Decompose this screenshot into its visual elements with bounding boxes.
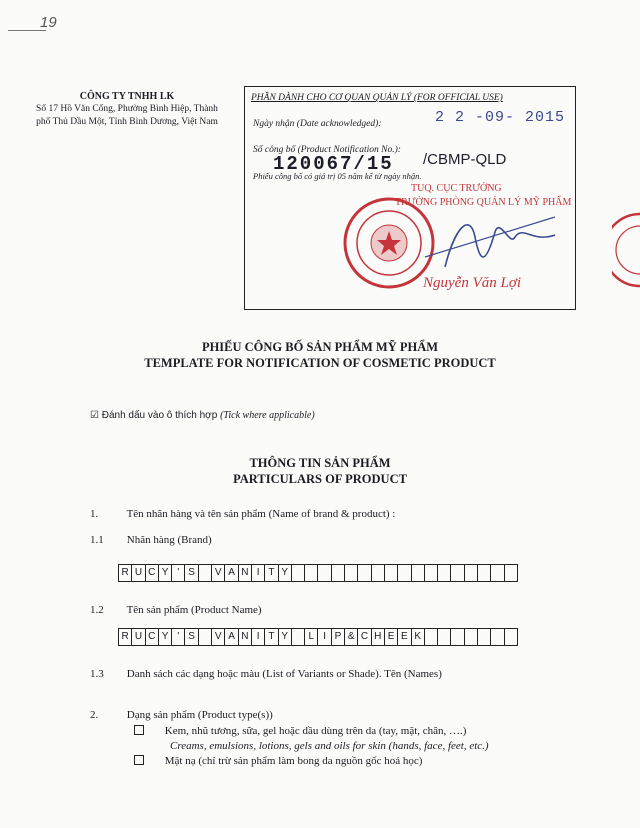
product-type-option-2[interactable] (134, 755, 422, 767)
notification-number: 120067/15 (273, 153, 394, 175)
product-letter-cell[interactable]: & (345, 628, 358, 646)
product-letter-cell[interactable]: A (225, 628, 238, 646)
brand-letter-cell[interactable] (478, 564, 491, 582)
product-letter-cell[interactable]: Y (159, 628, 172, 646)
item-1-label: Tên nhãn hàng và tên sản phẩm (Name of brand & product) : (126, 508, 396, 520)
product-letter-cell[interactable]: S (185, 628, 198, 646)
brand-letter-cell[interactable]: V (212, 564, 225, 582)
stamp-head-title: TRƯỞNG PHÒNG QUẢN LÝ MỸ PHẨM (395, 197, 572, 208)
brand-letter-cell[interactable]: Y (279, 564, 292, 582)
brand-letter-cell[interactable]: U (132, 564, 145, 582)
brand-letter-cell[interactable] (398, 564, 411, 582)
brand-letter-cell[interactable]: T (265, 564, 278, 582)
brand-letter-cell[interactable] (385, 564, 398, 582)
product-letter-cell[interactable] (438, 628, 451, 646)
page-marker: 19 (40, 14, 57, 31)
item-1-2-number: 1.2 (90, 604, 104, 616)
product-letter-cell[interactable]: T (265, 628, 278, 646)
item-1-3-label: Danh sách các dạng hoặc màu (List of Variants or Shade). Tên (Names) (126, 668, 442, 680)
product-letter-cell[interactable] (465, 628, 478, 646)
brand-letter-cell[interactable]: Y (159, 564, 172, 582)
brand-letter-cell[interactable]: I (252, 564, 265, 582)
brand-letter-cell[interactable]: R (119, 564, 132, 582)
brand-letter-grid[interactable] (118, 564, 518, 582)
brand-letter-cell[interactable]: N (239, 564, 252, 582)
product-letter-cell[interactable] (451, 628, 464, 646)
brand-letter-cell[interactable] (292, 564, 305, 582)
brand-letter-cell[interactable] (451, 564, 464, 582)
company-address-line2: phố Thủ Dầu Một, Tỉnh Bình Dương, Việt Nam (36, 117, 218, 127)
date-acknowledged-stamp: 2 2 -09- 2015 (435, 109, 566, 126)
company-name: CÔNG TY TNHH LK (79, 91, 175, 102)
official-use-header: PHẦN DÀNH CHO CƠ QUAN QUẢN LÝ (FOR OFFICIAL USE) (251, 93, 503, 103)
brand-letter-cell[interactable] (345, 564, 358, 582)
section-title-en: PARTICULARS OF PRODUCT (233, 472, 407, 486)
tick-instruction-vn: Đánh dấu vào ô thích hợp (101, 410, 218, 421)
product-letter-cell[interactable] (292, 628, 305, 646)
product-letter-cell[interactable] (491, 628, 504, 646)
checked-box-icon: ☑ (90, 410, 99, 421)
brand-letter-cell[interactable] (305, 564, 318, 582)
product-letter-cell[interactable]: P (332, 628, 345, 646)
product-letter-cell[interactable] (505, 628, 518, 646)
item-2 (90, 709, 273, 721)
item-1-1 (90, 534, 212, 546)
form-title-en: TEMPLATE FOR NOTIFICATION OF COSMETIC PRODUCT (144, 356, 496, 370)
product-letter-cell[interactable]: I (252, 628, 265, 646)
brand-letter-cell[interactable]: S (185, 564, 198, 582)
item-1-1-label: Nhãn hàng (Brand) (126, 534, 212, 546)
section-title-vn: THÔNG TIN SẢN PHẨM (249, 456, 391, 470)
brand-letter-cell[interactable]: C (146, 564, 159, 582)
company-address-line1: Số 17 Hồ Văn Cống, Phường Bình Hiệp, Thành (36, 104, 218, 114)
form-title-vn: PHIẾU CÔNG BỐ SẢN PHẨM MỸ PHẨM (201, 340, 439, 354)
page-marker-dash (8, 30, 46, 31)
brand-letter-cell[interactable] (425, 564, 438, 582)
brand-letter-cell[interactable] (412, 564, 425, 582)
brand-letter-cell[interactable] (372, 564, 385, 582)
product-letter-cell[interactable]: L (305, 628, 318, 646)
product-letter-cell[interactable]: I (318, 628, 331, 646)
item-1-1-number: 1.1 (90, 534, 104, 546)
product-letter-cell[interactable]: K (412, 628, 425, 646)
brand-letter-cell[interactable] (318, 564, 331, 582)
brand-letter-cell[interactable] (465, 564, 478, 582)
validity-note: Phiếu công bố có giá trị 05 năm kể từ ngày nhận. (253, 171, 422, 181)
brand-letter-cell[interactable] (438, 564, 451, 582)
brand-letter-cell[interactable]: ' (172, 564, 185, 582)
signature-icon (415, 207, 565, 277)
brand-letter-cell[interactable] (358, 564, 371, 582)
option-1-vn: Kem, nhũ tương, sữa, gel hoặc dầu dùng trên da (tay, mặt, chân, ….) (164, 725, 467, 737)
item-1-3 (90, 668, 442, 680)
item-1-2-label: Tên sản phẩm (Product Name) (126, 604, 262, 616)
product-letter-cell[interactable] (199, 628, 212, 646)
brand-letter-cell[interactable] (505, 564, 518, 582)
product-type-option-1[interactable] (134, 725, 466, 737)
notification-number-label: Số công bố (Product Notification No.): (253, 145, 401, 155)
tick-instruction-en: (Tick where applicable) (220, 410, 315, 421)
product-letter-cell[interactable]: ' (172, 628, 185, 646)
product-letter-cell[interactable]: U (132, 628, 145, 646)
product-letter-cell[interactable]: C (358, 628, 371, 646)
option-2-checkbox[interactable] (134, 755, 144, 765)
tick-instruction (90, 410, 315, 421)
brand-letter-cell[interactable]: A (225, 564, 238, 582)
product-letter-cell[interactable]: C (146, 628, 159, 646)
product-name-letter-grid[interactable] (118, 628, 518, 646)
product-letter-cell[interactable]: E (385, 628, 398, 646)
brand-letter-cell[interactable] (332, 564, 345, 582)
item-2-number: 2. (90, 709, 99, 721)
company-block (22, 90, 232, 129)
product-letter-cell[interactable] (478, 628, 491, 646)
product-letter-cell[interactable]: H (372, 628, 385, 646)
item-1-2 (90, 604, 262, 616)
item-1 (90, 508, 395, 520)
product-letter-cell[interactable]: Y (279, 628, 292, 646)
product-letter-cell[interactable]: N (239, 628, 252, 646)
signer-name: Nguyễn Văn Lợi (423, 275, 521, 291)
stamp-deputy-title: TUQ. CỤC TRƯỞNG (411, 183, 502, 194)
item-1-3-number: 1.3 (90, 668, 104, 680)
item-2-label: Dạng sản phẩm (Product type(s)) (126, 709, 273, 721)
notification-code: /CBMP-QLD (423, 151, 507, 168)
product-letter-cell[interactable] (425, 628, 438, 646)
option-2-vn: Mặt nạ (chỉ trừ sản phẩm làm bong da nguồn gốc hoá học) (164, 755, 423, 767)
edge-seal-icon (612, 210, 640, 290)
brand-letter-cell[interactable] (491, 564, 504, 582)
product-letter-cell[interactable]: R (119, 628, 132, 646)
option-1-en: Creams, emulsions, lotions, gels and oils for skin (hands, face, feet, etc.) (170, 740, 489, 752)
item-1-number: 1. (90, 508, 99, 520)
date-acknowledged-label: Ngày nhận (Date acknowledged): (253, 119, 382, 129)
official-use-box (244, 86, 576, 310)
product-letter-cell[interactable]: E (398, 628, 411, 646)
option-1-checkbox[interactable] (134, 725, 144, 735)
brand-letter-cell[interactable] (199, 564, 212, 582)
product-letter-cell[interactable]: V (212, 628, 225, 646)
